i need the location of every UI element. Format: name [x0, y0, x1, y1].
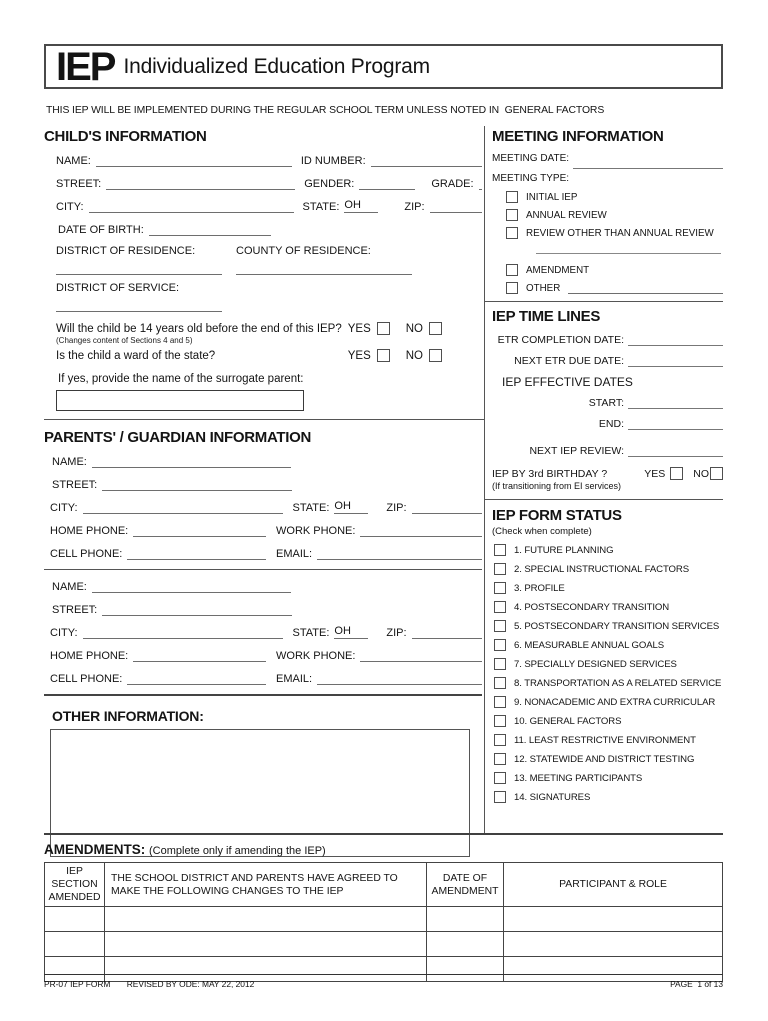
annual-review-label: ANNUAL REVIEW: [526, 209, 607, 221]
parent2-work-phone: [276, 648, 482, 662]
next-etr-field[interactable]: [628, 354, 723, 367]
page-footer: [44, 974, 723, 989]
ward-yes-label: YES: [347, 349, 371, 362]
status-label-13: 13. MEETING PARTICIPANTS: [514, 772, 643, 784]
parent-divider: [44, 569, 482, 570]
next-etr-row: [492, 354, 723, 367]
status-checkbox-12[interactable]: [494, 753, 506, 765]
parent2-zip-label: ZIP:: [386, 627, 407, 639]
parent2-city-label: CITY:: [50, 627, 78, 639]
parent2-work-phone-field[interactable]: [360, 648, 482, 662]
age-yes-checkbox[interactable]: [377, 322, 390, 335]
ward-no-checkbox[interactable]: [429, 349, 442, 362]
parent1-city-field[interactable]: [83, 500, 283, 514]
meeting-date-label: MEETING DATE:: [492, 153, 570, 164]
child-id-label: ID NUMBER:: [300, 155, 366, 167]
parent2-work-phone-label: WORK PHONE:: [276, 650, 356, 662]
amendments-table: [44, 862, 723, 982]
status-label-4: 4. POSTSECONDARY TRANSITION: [514, 601, 670, 613]
child-dob-field[interactable]: [149, 222, 271, 236]
child-gender-label: GENDER:: [304, 178, 355, 190]
amendments-header-row: [45, 863, 723, 907]
col-participant-header: PARTICIPANT & ROLE: [504, 863, 723, 907]
amendment-cell[interactable]: [504, 932, 723, 957]
parent1-phone-row: [50, 523, 482, 537]
birthday-no-checkbox[interactable]: [710, 467, 723, 480]
child-state-field[interactable]: OH: [344, 199, 378, 213]
col-date-header: DATE OF AMENDMENT: [427, 863, 504, 907]
birthday-yes-label: YES: [644, 467, 666, 480]
next-review-row: [492, 444, 723, 457]
parent1-cell-phone-label: CELL PHONE:: [50, 548, 123, 560]
amendment-cell[interactable]: [45, 932, 105, 957]
age-question-row: [56, 322, 484, 335]
next-review-label: NEXT IEP REVIEW:: [529, 445, 624, 457]
parent2-home-phone-label: HOME PHONE:: [50, 650, 129, 662]
parent2-email-label: EMAIL:: [276, 673, 313, 685]
status-label-11: 11. LEAST RESTRICTIVE ENVIRONMENT: [514, 734, 696, 746]
initial-iep-label: INITIAL IEP: [526, 191, 578, 203]
amendment-cell[interactable]: [504, 907, 723, 932]
status-item-1: [494, 544, 723, 556]
status-checkbox-5[interactable]: [494, 620, 506, 632]
parent1-home-phone: [50, 523, 266, 537]
parent2-state-label: STATE:: [292, 627, 330, 639]
end-date-label: END:: [598, 418, 624, 430]
status-item-6: [494, 639, 723, 651]
district-service-col: [56, 282, 222, 312]
ward-yes-checkbox[interactable]: [377, 349, 390, 362]
parent-block-2: [44, 579, 484, 685]
amendments-subtitle: (Complete only if amending the IEP): [149, 845, 326, 857]
status-checkbox-6[interactable]: [494, 639, 506, 651]
effective-dates-label: IEP EFFECTIVE DATES: [502, 375, 633, 389]
parent1-street-row: [52, 477, 482, 491]
start-date-label: START:: [588, 397, 624, 409]
form-columns: [44, 126, 723, 833]
meeting-type-label: MEETING TYPE:: [492, 173, 570, 184]
parent1-street-field[interactable]: [102, 477, 292, 491]
amendment-checkbox[interactable]: [506, 264, 518, 276]
status-checkbox-9[interactable]: [494, 696, 506, 708]
child-name-field[interactable]: [96, 153, 292, 167]
status-item-2: [494, 563, 723, 575]
status-item-13: [494, 772, 723, 784]
meeting-type-amendment: [506, 264, 723, 276]
parent1-name-field[interactable]: [92, 454, 291, 468]
parent1-state-field[interactable]: OH: [334, 500, 368, 514]
ward-question-row: [56, 349, 484, 362]
child-street-label: STREET:: [56, 178, 102, 190]
parent1-home-phone-label: HOME PHONE:: [50, 525, 129, 537]
child-grade-label: GRADE:: [431, 178, 474, 190]
amendment-cell[interactable]: [45, 907, 105, 932]
meeting-type-review-other: [506, 227, 723, 239]
district-row: [56, 245, 482, 275]
age-question-text: Will the child be 14 years old before the end of this IEP?: [56, 322, 342, 335]
start-date-field[interactable]: [628, 396, 723, 409]
next-review-field[interactable]: [628, 444, 723, 457]
meeting-date-field[interactable]: [573, 159, 723, 169]
amendments-heading: [44, 842, 723, 857]
status-label-9: 9. NONACADEMIC AND EXTRA CURRICULAR: [514, 696, 716, 708]
status-item-11: [494, 734, 723, 746]
meeting-type-annual: [506, 209, 723, 221]
parent1-cell-row: [50, 546, 482, 560]
status-checkbox-14[interactable]: [494, 791, 506, 803]
child-name-row: [56, 153, 482, 167]
birthday-question-label: IEP BY 3rd BIRTHDAY ?: [492, 467, 608, 480]
footer-revision: REVISED BY ODE: MAY 22, 2012: [126, 979, 255, 989]
left-column: [44, 126, 484, 833]
status-label-8: 8. TRANSPORTATION AS A RELATED SERVICE: [514, 677, 722, 689]
status-item-8: [494, 677, 723, 689]
ward-question-text: Is the child a ward of the state?: [56, 349, 216, 362]
status-checkbox-4[interactable]: [494, 601, 506, 613]
district-service-label: DISTRICT OF SERVICE:: [56, 282, 180, 294]
status-item-14: [494, 791, 723, 803]
amendment-cell[interactable]: [427, 932, 504, 957]
review-other-label: REVIEW OTHER THAN ANNUAL REVIEW: [526, 227, 714, 239]
form-status-subtitle: (Check when complete): [492, 526, 592, 537]
parent1-state-label: STATE:: [292, 502, 330, 514]
status-item-7: [494, 658, 723, 670]
etr-completion-field[interactable]: [628, 333, 723, 346]
form-header: [44, 44, 723, 89]
amendments-title: AMENDMENTS:: [44, 842, 146, 857]
amendment-row-1: [45, 907, 723, 932]
other-info-title: OTHER INFORMATION:: [52, 708, 204, 724]
district-residence-col: [56, 245, 222, 275]
meeting-info-title: MEETING INFORMATION: [492, 128, 664, 145]
parent1-cell-phone: [50, 546, 266, 560]
implementation-notice: THIS IEP WILL BE IMPLEMENTED DURING THE REGULAR SCHOOL TERM UNLESS NOTED IN GENERAL FACTORS: [46, 105, 605, 116]
status-checkbox-3[interactable]: [494, 582, 506, 594]
status-label-7: 7. SPECIALLY DESIGNED SERVICES: [514, 658, 677, 670]
district-residence-label: DISTRICT OF RESIDENCE:: [56, 245, 196, 257]
amendment-cell[interactable]: [427, 907, 504, 932]
parent2-cell-phone: [50, 671, 266, 685]
other-checkbox[interactable]: [506, 282, 518, 294]
child-zip-field[interactable]: [430, 199, 482, 213]
status-checkbox-1[interactable]: [494, 544, 506, 556]
parent2-city-field[interactable]: [83, 625, 283, 639]
footer-page-number: PAGE 1 of 13: [670, 979, 723, 989]
child-zip-label: ZIP:: [404, 201, 425, 213]
footer-form-info: [44, 979, 268, 989]
parent2-street-field[interactable]: [102, 602, 292, 616]
other-info-field[interactable]: [50, 729, 470, 857]
surrogate-name-field[interactable]: [56, 390, 304, 411]
parent2-city-row: [50, 625, 482, 639]
status-checkbox-11[interactable]: [494, 734, 506, 746]
annual-review-checkbox[interactable]: [506, 209, 518, 221]
birthday-question-row: [492, 467, 723, 480]
child-name-label: NAME:: [56, 155, 91, 167]
parent1-email-field[interactable]: [317, 546, 482, 560]
amendments-section: [44, 842, 723, 982]
initial-iep-checkbox[interactable]: [506, 191, 518, 203]
status-checkbox-13[interactable]: [494, 772, 506, 784]
status-checkbox-8[interactable]: [494, 677, 506, 689]
status-checkbox-7[interactable]: [494, 658, 506, 670]
form-title: Individualized Education Program: [123, 54, 430, 78]
parent2-email-field[interactable]: [317, 671, 482, 685]
birthday-note: (If transitioning from EI services): [492, 481, 622, 491]
status-label-6: 6. MEASURABLE ANNUAL GOALS: [514, 639, 665, 651]
parent2-phone-row: [50, 648, 482, 662]
status-label-1: 1. FUTURE PLANNING: [514, 544, 614, 556]
review-other-checkbox[interactable]: [506, 227, 518, 239]
status-item-12: [494, 753, 723, 765]
surrogate-prompt: If yes, provide the name of the surrogate parent:: [58, 373, 304, 385]
birthday-yes-checkbox[interactable]: [670, 467, 683, 480]
age-yes-no-group: [348, 322, 484, 335]
end-date-row: [492, 417, 723, 430]
parent2-street-label: STREET:: [52, 604, 98, 616]
amendment-cell[interactable]: [105, 932, 427, 957]
meeting-type-other: [506, 282, 723, 294]
birthday-no-label: NO: [693, 467, 709, 480]
age-no-checkbox[interactable]: [429, 322, 442, 335]
status-item-10: [494, 715, 723, 727]
parent1-street-label: STREET:: [52, 479, 98, 491]
parent2-state-field[interactable]: OH: [334, 625, 368, 639]
parent2-cell-phone-field[interactable]: [127, 671, 266, 685]
parent2-email: [276, 671, 482, 685]
child-city-row: [56, 199, 482, 213]
parent2-home-phone: [50, 648, 266, 662]
district-service-row: [56, 282, 482, 312]
amendment-row-2: [45, 932, 723, 957]
parent-section-end-divider: [44, 694, 482, 696]
footer-form-id: PR-07 IEP FORM: [44, 979, 111, 989]
parent1-zip-field[interactable]: [412, 500, 482, 514]
child-dob-row: [58, 222, 482, 236]
amendment-cell[interactable]: [105, 907, 427, 932]
child-info-title: CHILD'S INFORMATION: [44, 128, 207, 145]
county-residence-field[interactable]: [236, 257, 412, 275]
meeting-type-writein-field[interactable]: [536, 245, 721, 254]
parent1-work-phone: [276, 523, 482, 537]
county-residence-label: COUNTY OF RESIDENCE:: [236, 245, 371, 257]
parent1-zip-label: ZIP:: [386, 502, 407, 514]
form-status-title: IEP FORM STATUS: [492, 507, 622, 524]
parent1-work-phone-label: WORK PHONE:: [276, 525, 356, 537]
etr-completion-label: ETR COMPLETION DATE:: [497, 334, 624, 346]
child-street-row: [56, 176, 482, 190]
child-city-label: CITY:: [56, 201, 84, 213]
parent1-name-label: NAME:: [52, 456, 87, 468]
meeting-section-divider: [485, 301, 723, 302]
age-yes-label: YES: [347, 322, 371, 335]
parent1-work-phone-field[interactable]: [360, 523, 482, 537]
status-label-14: 14. SIGNATURES: [514, 791, 591, 803]
ward-yes-no-group: [348, 349, 484, 362]
parent1-cell-phone-field[interactable]: [127, 546, 266, 560]
start-date-row: [492, 396, 723, 409]
parent2-cell-phone-label: CELL PHONE:: [50, 673, 123, 685]
col-section-header: IEP SECTION AMENDED: [45, 863, 105, 907]
parent2-cell-row: [50, 671, 482, 685]
section-divider: [44, 419, 484, 420]
child-grade-field[interactable]: [479, 176, 482, 190]
other-label: OTHER: [526, 282, 561, 294]
parent1-city-label: CITY:: [50, 502, 78, 514]
status-label-12: 12. STATEWIDE AND DISTRICT TESTING: [514, 753, 695, 765]
meeting-date-row: [492, 153, 723, 164]
right-column: [484, 126, 723, 833]
parent2-street-row: [52, 602, 482, 616]
parent2-zip-field[interactable]: [412, 625, 482, 639]
iep-logo: IEP: [56, 44, 115, 89]
other-writein-field[interactable]: [568, 282, 723, 294]
amendment-label: AMENDMENT: [526, 264, 590, 276]
next-etr-label: NEXT ETR DUE DATE:: [514, 355, 624, 367]
parent2-name-row: [52, 579, 482, 593]
status-checkbox-2[interactable]: [494, 563, 506, 575]
county-residence-col: [236, 245, 412, 275]
child-state-label: STATE:: [302, 201, 340, 213]
parent-block-1: [44, 454, 484, 560]
child-dob-label: DATE OF BIRTH:: [58, 224, 144, 236]
child-city-field[interactable]: [89, 199, 294, 213]
status-label-5: 5. POSTSECONDARY TRANSITION SERVICES: [514, 620, 720, 632]
age-question-note: (Changes content of Sections 4 and 5): [56, 336, 193, 345]
status-item-9: [494, 696, 723, 708]
status-label-2: 2. SPECIAL INSTRUCTIONAL FACTORS: [514, 563, 690, 575]
columns-bottom-divider: [44, 833, 723, 835]
timelines-title: IEP TIME LINES: [492, 308, 601, 325]
col-changes-header: THE SCHOOL DISTRICT AND PARENTS HAVE AGREED TO MAKE THE FOLLOWING CHANGES TO THE IEP: [105, 863, 427, 907]
child-street-field[interactable]: [106, 176, 295, 190]
parent1-email: [276, 546, 482, 560]
child-id-field[interactable]: [371, 153, 482, 167]
timelines-section-divider: [485, 499, 723, 500]
parent2-name-field[interactable]: [92, 579, 291, 593]
parent1-email-label: EMAIL:: [276, 548, 313, 560]
status-label-3: 3. PROFILE: [514, 582, 565, 594]
status-item-5: [494, 620, 723, 632]
end-date-field[interactable]: [628, 417, 723, 430]
district-service-field[interactable]: [56, 294, 222, 312]
parent1-home-phone-field[interactable]: [133, 523, 266, 537]
child-gender-field[interactable]: [359, 176, 415, 190]
status-label-10: 10. GENERAL FACTORS: [514, 715, 622, 727]
status-item-4: [494, 601, 723, 613]
parent1-name-row: [52, 454, 482, 468]
parent2-name-label: NAME:: [52, 581, 87, 593]
parent1-city-row: [50, 500, 482, 514]
age-no-label: NO: [405, 322, 423, 335]
district-residence-field[interactable]: [56, 257, 222, 275]
parents-info-title: PARENTS' / GUARDIAN INFORMATION: [44, 429, 312, 446]
meeting-type-initial: [506, 191, 723, 203]
parent2-home-phone-field[interactable]: [133, 648, 266, 662]
status-checkbox-10[interactable]: [494, 715, 506, 727]
ward-no-label: NO: [405, 349, 423, 362]
status-item-3: [494, 582, 723, 594]
etr-completion-row: [492, 333, 723, 346]
